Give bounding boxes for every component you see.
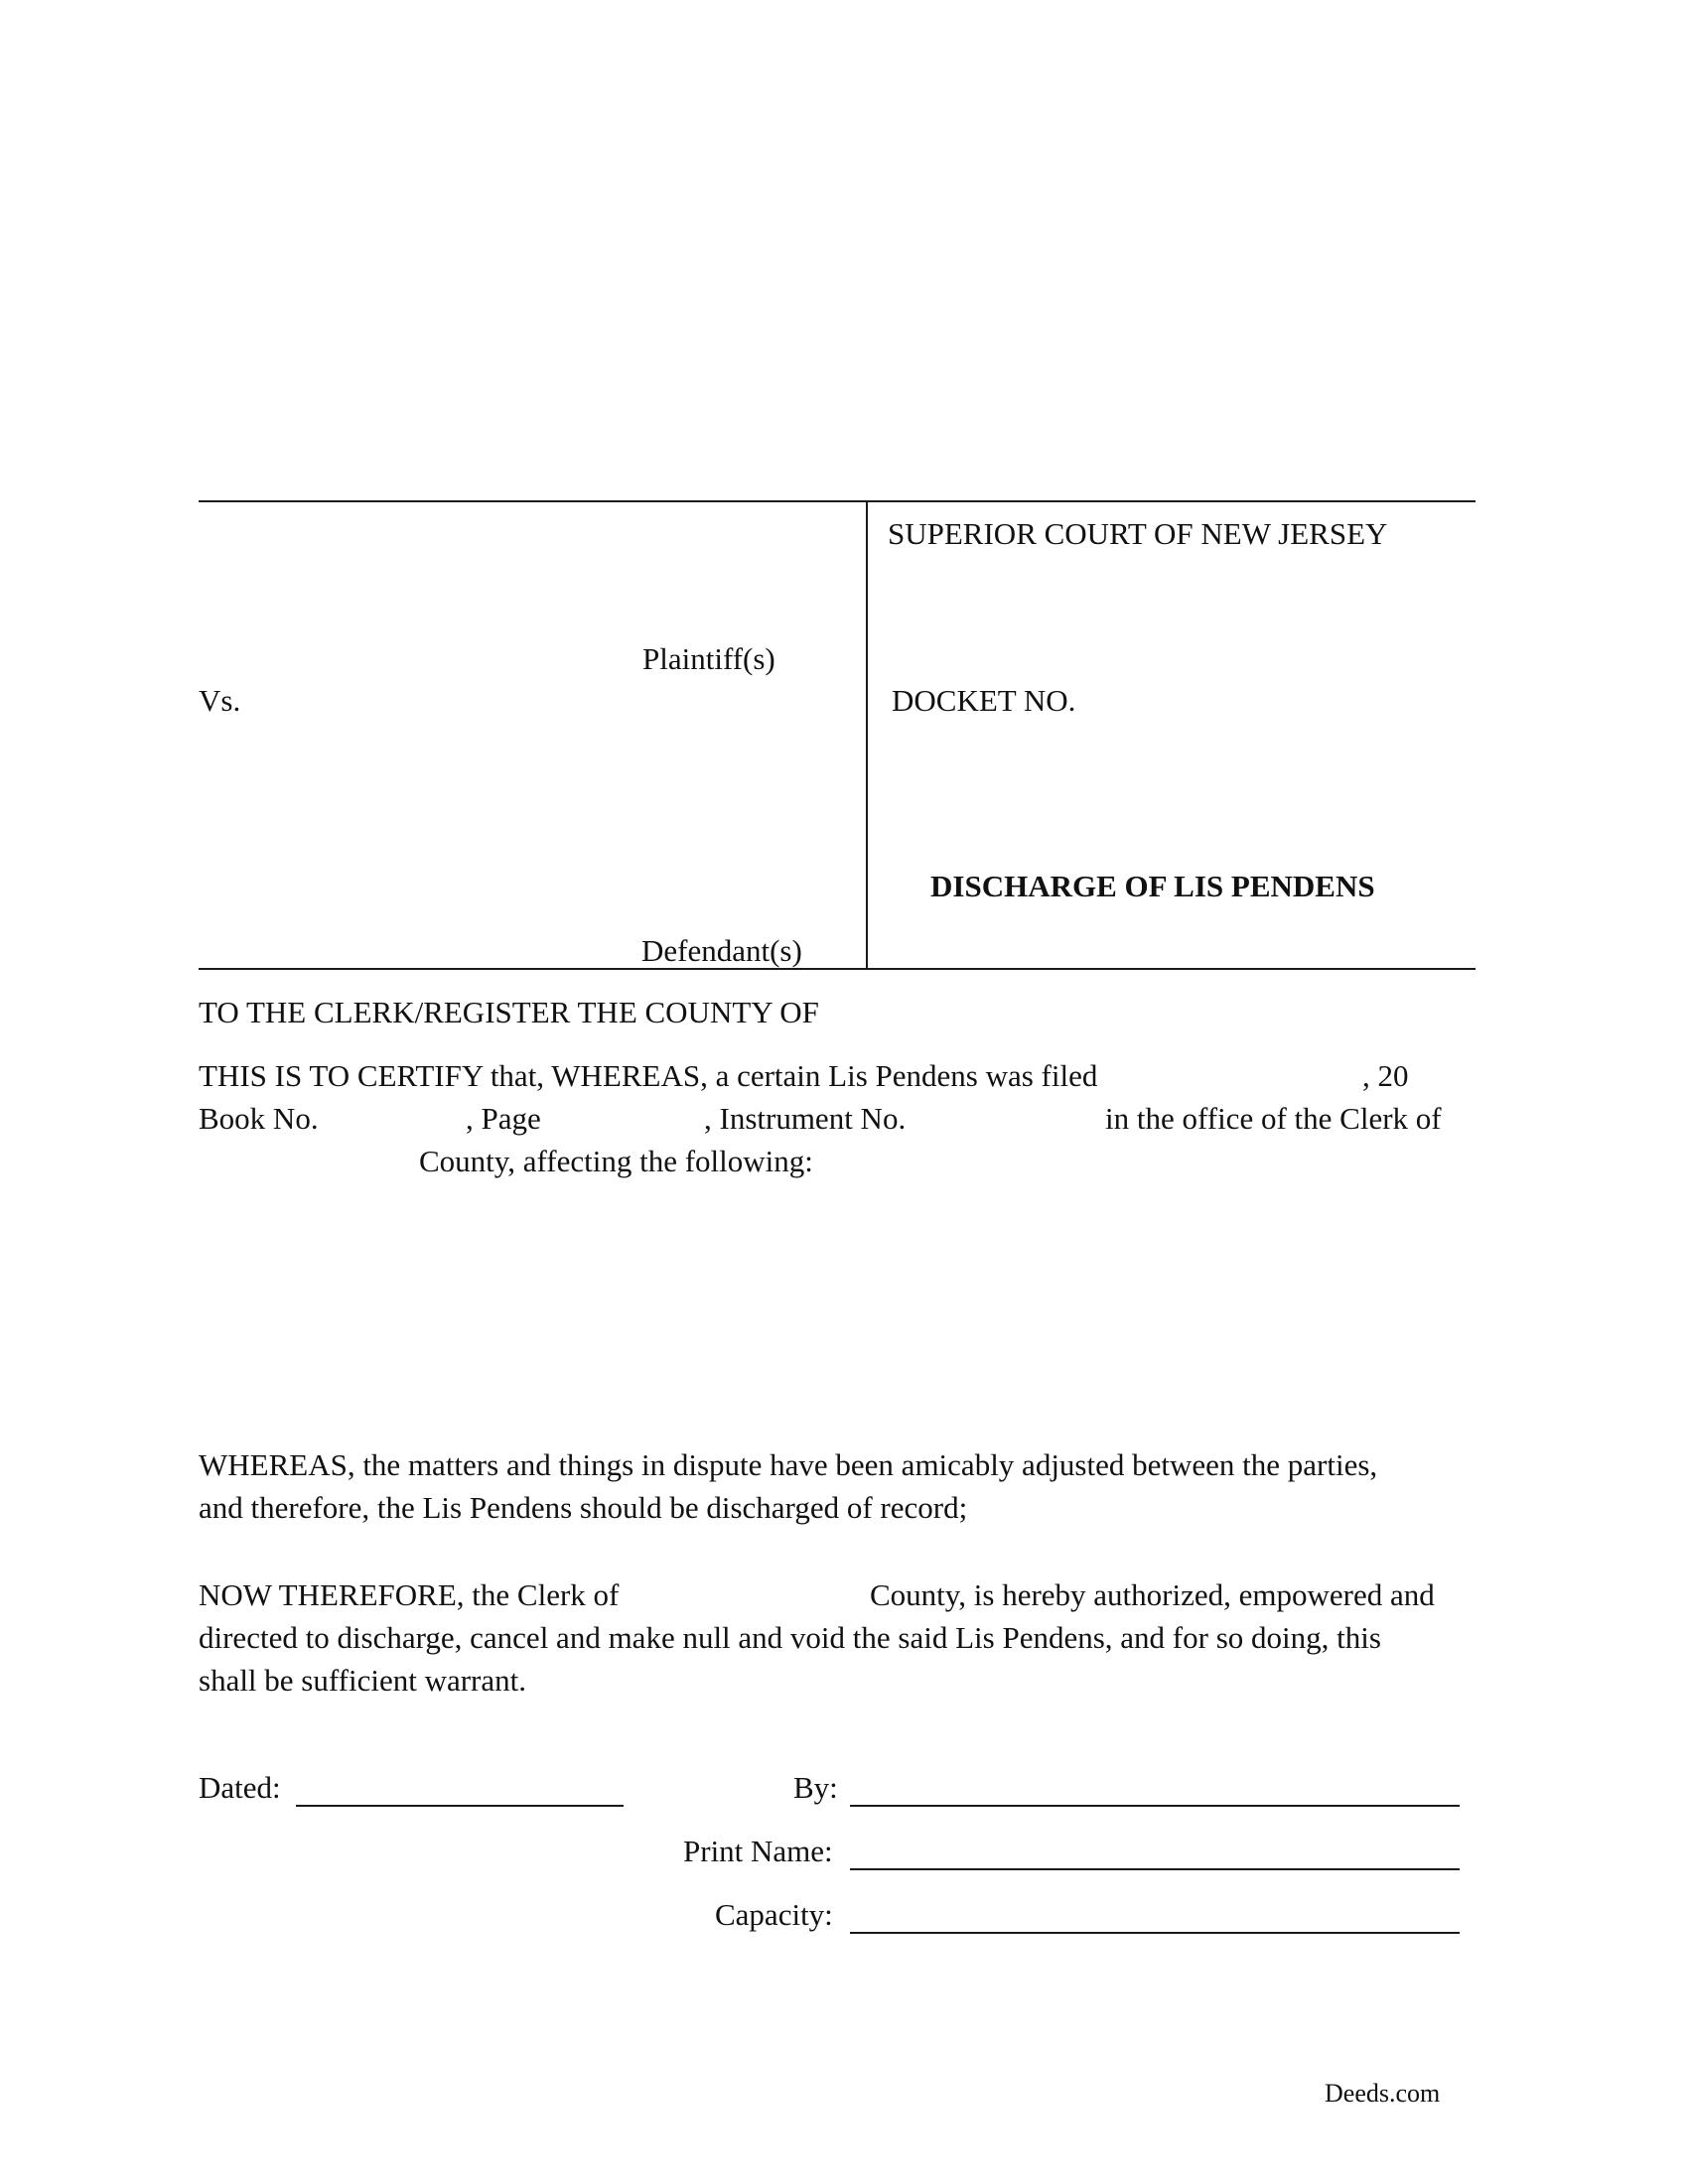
document-title: DISCHARGE OF LIS PENDENS bbox=[930, 869, 1375, 903]
court-name: SUPERIOR COURT OF NEW JERSEY bbox=[888, 516, 1388, 551]
plaintiff-label: Plaintiff(s) bbox=[642, 641, 775, 676]
book-label: Book No. bbox=[199, 1101, 319, 1136]
print-name-label: Print Name: bbox=[683, 1834, 833, 1868]
by-signature-field[interactable] bbox=[850, 1805, 1460, 1807]
caption-bottom-rule bbox=[199, 968, 1476, 970]
now-therefore-line-3: shall be sufficient warrant. bbox=[199, 1663, 526, 1698]
certify-line-1: THIS IS TO CERTIFY that, WHEREAS, a certain Lis Pendens was filed bbox=[199, 1058, 1098, 1093]
caption-top-rule bbox=[199, 500, 1476, 502]
capacity-label: Capacity: bbox=[715, 1897, 833, 1932]
office-label: in the office of the Clerk of bbox=[1105, 1101, 1442, 1136]
docket-label: DOCKET NO. bbox=[892, 683, 1076, 718]
caption-divider bbox=[866, 500, 868, 969]
now-therefore-line-2: directed to discharge, cancel and make null and void the said Lis Pendens, and for so doing, this bbox=[199, 1620, 1381, 1655]
vs-label: Vs. bbox=[199, 683, 241, 718]
footer-brand: Deeds.com bbox=[1325, 2079, 1441, 2108]
now-therefore-line-1a: NOW THEREFORE, the Clerk of bbox=[199, 1577, 620, 1612]
certify-year-label: , 20 bbox=[1362, 1058, 1409, 1093]
whereas-line-2: and therefore, the Lis Pendens should be discharged of record; bbox=[199, 1490, 968, 1525]
capacity-field[interactable] bbox=[850, 1932, 1460, 1934]
print-name-field[interactable] bbox=[850, 1868, 1460, 1870]
page-label: , Page bbox=[466, 1101, 541, 1136]
instrument-label: , Instrument No. bbox=[704, 1101, 907, 1136]
defendant-label: Defendant(s) bbox=[641, 933, 802, 968]
now-therefore-line-1b: County, is hereby authorized, empowered and bbox=[870, 1577, 1435, 1612]
by-label: By: bbox=[793, 1770, 838, 1805]
certify-line-3: County, affecting the following: bbox=[419, 1144, 813, 1178]
whereas-line-1: WHEREAS, the matters and things in dispute have been amicably adjusted between the parties, bbox=[199, 1447, 1378, 1482]
addressee-line: TO THE CLERK/REGISTER THE COUNTY OF bbox=[199, 995, 819, 1029]
dated-field[interactable] bbox=[296, 1805, 624, 1807]
dated-label: Dated: bbox=[199, 1770, 281, 1805]
